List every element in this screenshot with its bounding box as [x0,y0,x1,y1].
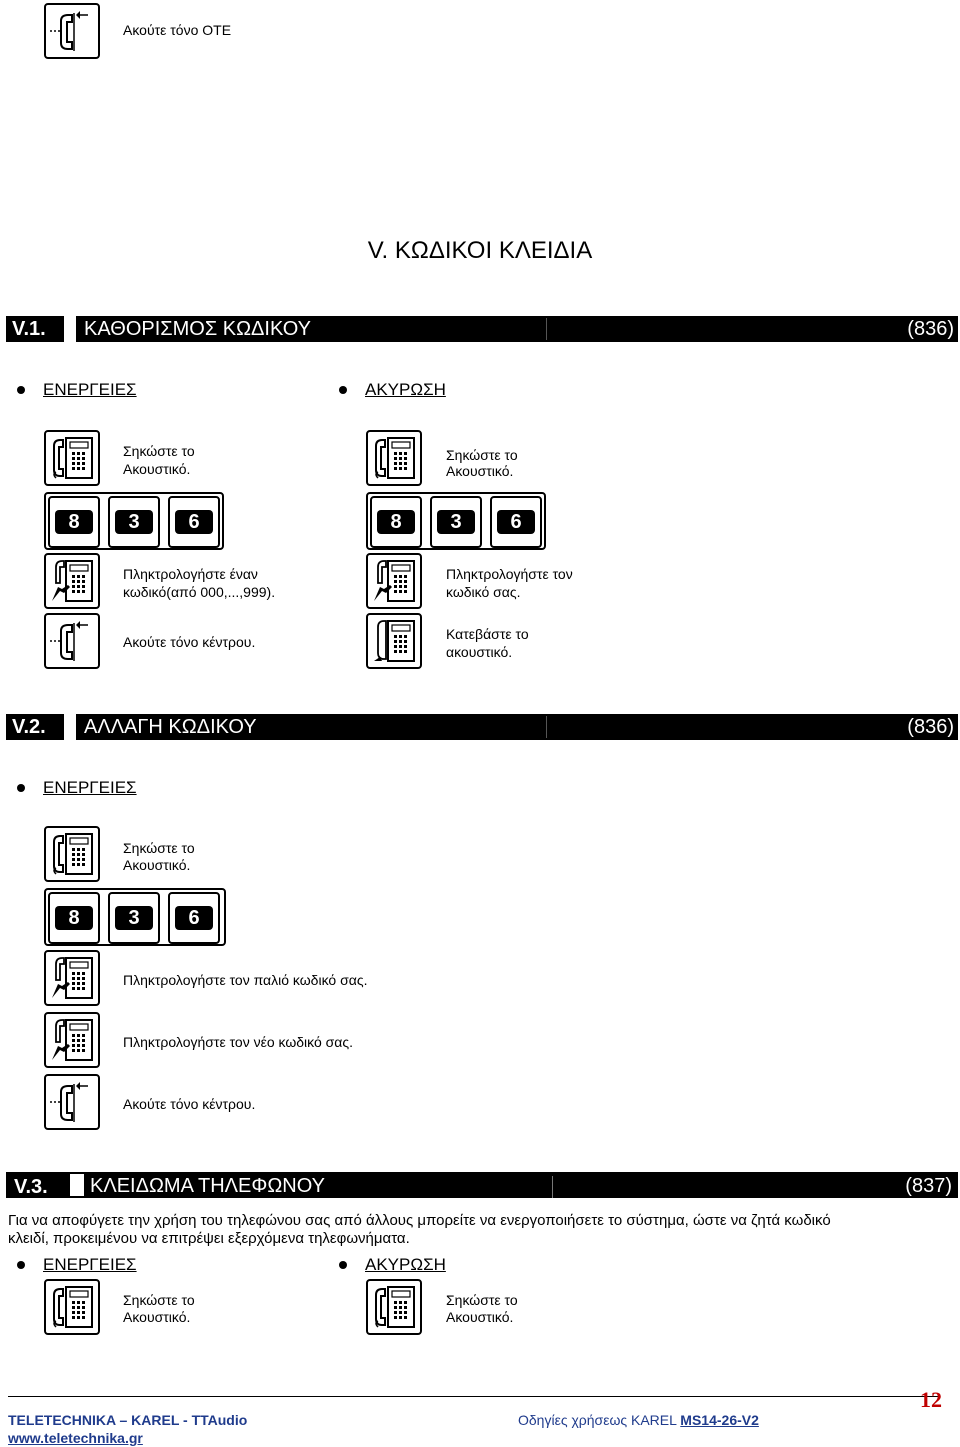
key-6: 6 [168,496,220,548]
step-text: Πληκτρολογήστε τον νέο κωδικό σας. [123,1034,354,1050]
step-text: Κατεβάστε το [446,626,529,642]
bar-separator [64,316,76,342]
section-title: ΚΛΕΙΔΩΜΑ ΤΗΛΕΦΩΝΟΥ [90,1175,325,1197]
dial-keypad-icon [44,950,100,1006]
dial-tone-icon [44,613,100,669]
key-group [44,888,226,946]
description-line: κλειδί, προκειμένου να επιτρέψει εξερχόμενα τηλεφωνήματα. [8,1230,410,1247]
description-line: Για να αποφύγετε την χρήση του τηλεφώνου σας από άλλους μπορείτε να ενεργοποιήσετε το σύστημα, ώστε να ζητά κωδικό [8,1212,831,1229]
step-text: Σηκώστε το [123,1292,195,1308]
bullet-icon [339,386,347,394]
bullet-icon [17,386,25,394]
actions-label: ΕΝΕΡΓΕΙΕΣ [43,1255,137,1274]
page-number: 12 [920,1387,942,1412]
dial-tone-icon [44,1074,100,1130]
bullet-icon [339,1261,347,1269]
dial-keypad-icon [44,1012,100,1068]
key-3: 3 [108,496,160,548]
footer-divider [8,1396,940,1397]
step-text: Πληκτρολογήστε τον παλιό κωδικό σας. [123,972,368,988]
key-6: 6 [168,892,220,944]
footer-model-link[interactable]: MS14-26-V2 [680,1412,759,1428]
step-text: Ακουστικό. [446,463,514,479]
step-text: κωδικό(από 000,...,999). [123,584,276,600]
step-text: Σηκώστε το [446,1292,518,1308]
key-8: 8 [48,496,100,548]
key-8: 8 [48,892,100,944]
section-code: (836) [907,716,954,738]
step-text: Σηκώστε το [123,443,195,459]
step-text: Ακουστικό. [123,1309,191,1325]
section-code: (837) [905,1175,952,1197]
section-bar-v3 [6,1172,958,1198]
section-number: V.3. [14,1176,48,1198]
chapter-title: V. ΚΩΔΙΚΟΙ ΚΛΕΙΔΙΑ [367,237,593,264]
section-description [8,1212,954,1248]
step-text: Ακούτε τόνο κέντρου. [123,1096,256,1112]
footer-guide [518,1412,759,1429]
section-code: (836) [907,318,954,340]
bar-divider [546,716,547,738]
step-text: Ακουστικό. [123,461,191,477]
bullet-icon [17,1261,25,1269]
top-tone-text: Ακούτε τόνο ΟΤΕ [123,22,232,38]
bar-separator [64,714,76,740]
lift-handset-icon [44,1279,100,1335]
lift-handset-icon [44,430,100,486]
lift-handset-icon [44,826,100,882]
step-text: Σηκώστε το [123,840,195,856]
step-text: ακουστικό. [446,644,513,660]
step-text: Ακουστικό. [446,1309,514,1325]
dial-keypad-icon [366,553,422,609]
bullet-icon [17,784,25,792]
actions-label: ΕΝΕΡΓΕΙΕΣ [43,380,137,399]
section-bar-v1 [6,316,958,342]
step-text: Ακουστικό. [123,857,191,873]
section-title: ΚΑΘΟΡΙΣΜΟΣ ΚΩΔΙΚΟΥ [84,318,311,340]
key-3: 3 [430,496,482,548]
key-6: 6 [490,496,542,548]
cancel-label: ΑΚΥΡΩΣΗ [365,380,446,399]
cancel-label: ΑΚΥΡΩΣΗ [365,1255,446,1274]
actions-label: ΕΝΕΡΓΕΙΕΣ [43,778,137,797]
step-text: Ακούτε τόνο κέντρου. [123,634,256,650]
lift-handset-icon [366,1279,422,1335]
key-group [44,492,224,550]
step-text: κωδικό σας. [446,584,521,600]
hang-up-icon [366,613,422,669]
dial-tone-icon [44,3,100,59]
key-8: 8 [370,496,422,548]
section-title: ΑΛΛΑΓΗ ΚΩΔΙΚΟΥ [84,716,257,738]
footer-website-link[interactable]: www.teletechnika.gr [8,1430,143,1446]
section-bar-v2 [6,714,958,740]
step-text: Πληκτρολογήστε έναν [123,566,258,582]
lift-handset-icon [366,430,422,486]
key-3: 3 [108,892,160,944]
bar-divider [552,1176,553,1198]
dial-keypad-icon [44,553,100,609]
footer-company: TELETECHNIKA – KAREL - TTAudio [8,1412,248,1428]
bar-divider [546,318,547,340]
section-number: V.1. [12,318,46,340]
footer-guide-prefix: Οδηγίες χρήσεως KAREL [518,1412,681,1428]
step-text: Πληκτρολογήστε τον [446,566,573,582]
section-number: V.2. [12,716,46,738]
key-group [366,492,546,550]
step-text: Σηκώστε το [446,447,518,463]
